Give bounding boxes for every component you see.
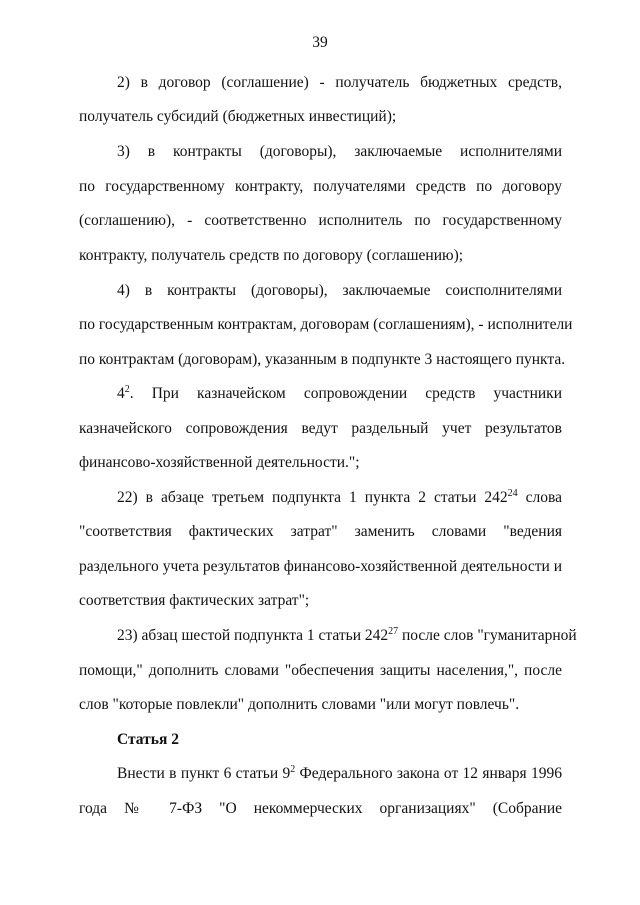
text-line: по государственным контрактам, договорам (соглашениям), - исполнители [79, 316, 573, 333]
text-line: 23) абзац шестой подпункта 1 статьи $242^{27}$ после слов "гуманитарной [117, 626, 577, 644]
text-line: $4^2$. При казначейском сопровождении средств участники [117, 384, 562, 402]
text-line: года № 7-ФЗ "О некоммерческих организациях" (Собрание [79, 800, 562, 817]
text-line: слов "которые повлекли" дополнить словами "или могут повлечь". [79, 696, 520, 713]
article-heading: Статья 2 [117, 731, 179, 748]
text-line: соответствия фактических затрат"; [79, 592, 310, 609]
text-line: контракту, получатель средств по договору (соглашению); [79, 247, 464, 264]
text-line: помощи," дополнить словами "обеспечения защиты населения,", после [79, 662, 562, 679]
text-line: 22) в абзаце третьем подпункта 1 пункта 2 статьи $242^{24}$ слова [117, 488, 563, 506]
text-line: (соглашению), - соответственно исполнитель по государственному [79, 212, 562, 229]
text-line: казначейского сопровождения ведут раздельный учет результатов [79, 420, 562, 437]
page-number: 39 [312, 34, 328, 51]
text-line: 4) в контракты (договоры), заключаемые соисполнителями [117, 282, 562, 299]
text-line: Внести в пункт 6 статьи $9^2$ Федерального закона от 12 января 1996 [117, 764, 562, 782]
text-line: получатель субсидий (бюджетных инвестиций); [79, 108, 397, 125]
text-line: по контрактам (договорам), указанным в подпункте 3 настоящего пункта. [79, 351, 566, 368]
text-line: 2) в договор (соглашение) - получатель бюджетных средств, [117, 74, 562, 91]
text-line: финансово-хозяйственной деятельности."; [79, 454, 360, 471]
text-line: 3) в контракты (договоры), заключаемые исполнителями [117, 143, 562, 160]
text-line: "соответствия фактических затрат" заменить словами "ведения [79, 523, 562, 540]
text-line: раздельного учета результатов финансово-хозяйственной деятельности и [79, 558, 562, 575]
text-line: по государственному контракту, получателями средств по договору [79, 178, 562, 195]
